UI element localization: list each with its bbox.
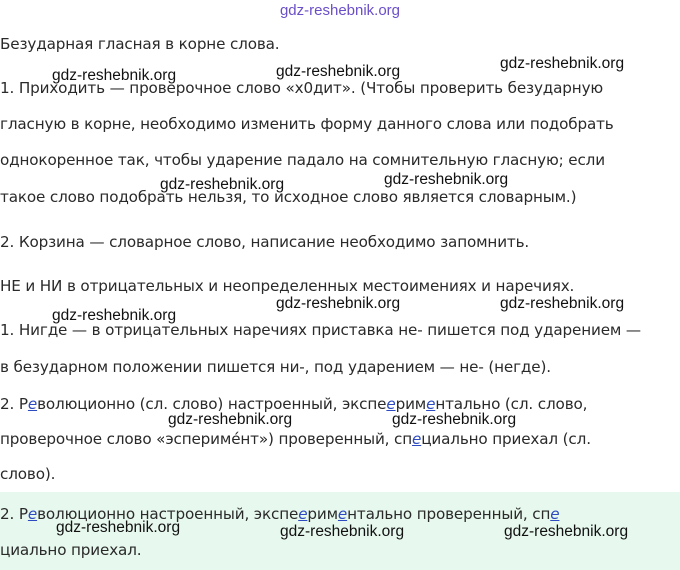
emphasized-vowel: е: [412, 430, 422, 448]
watermark: gdz-reshebnik.org: [168, 411, 293, 428]
text-fragment: нтально (сл. слово,: [435, 395, 588, 413]
watermark: gdz-reshebnik.org: [56, 519, 181, 536]
section1-item1-line3: однокоренное так, чтобы ударение падало на сомнительную гласную; если: [0, 151, 605, 169]
text-fragment: рим: [307, 505, 338, 523]
watermark: gdz-reshebnik.org: [504, 523, 629, 540]
section2-item1-line2: в безударном положении пишется ни-, под ударением — не- (негде).: [0, 358, 551, 376]
section1-item2: 2. Корзина — словарное слово, написание необходимо запомнить.: [0, 233, 530, 251]
text-fragment: 2. Р: [0, 505, 28, 523]
watermark: gdz-reshebnik.org: [500, 55, 625, 72]
text-fragment: волюционно настроенный, экспе: [37, 505, 299, 523]
site-banner-link[interactable]: gdz-reshebnik.org: [279, 2, 401, 19]
text-fragment: рим: [395, 395, 427, 413]
emphasized-vowel: е: [27, 395, 38, 413]
text-fragment: нтально проверенный, сп: [347, 505, 551, 523]
watermark: gdz-reshebnik.org: [276, 295, 401, 312]
watermark: gdz-reshebnik.org: [52, 307, 177, 324]
emphasized-vowel: е: [337, 505, 348, 523]
watermark: gdz-reshebnik.org: [392, 411, 517, 428]
emphasized-vowel: е: [27, 505, 38, 523]
answer-line2: циально приехал.: [0, 541, 142, 559]
section2-item2-line2: [0, 429, 591, 449]
section2-heading: НЕ и НИ в отрицательных и неопределенных местоимениях и наречиях.: [0, 277, 575, 295]
section1-item1-line2: гласную в корне, необходимо изменить форму данного слова или подобрать: [0, 115, 614, 133]
text-fragment: циально приехал (сл.: [421, 430, 591, 448]
watermark: gdz-reshebnik.org: [276, 63, 401, 80]
watermark: gdz-reshebnik.org: [500, 295, 625, 312]
section1-item1-line1: 1. Приходить — проверочное слово «х0дит». (Чтобы проверить безударную: [0, 79, 604, 97]
emphasized-vowel: е: [550, 505, 560, 523]
emphasized-vowel: е: [426, 395, 436, 413]
section2-item1-line1: 1. Нигде — в отрицательных наречиях приставка не- пишется под ударением —: [0, 321, 641, 339]
section1-heading: Безударная гласная в корне слова.: [0, 35, 280, 53]
watermark: gdz-reshebnik.org: [280, 523, 405, 540]
watermark: gdz-reshebnik.org: [52, 67, 177, 84]
emphasized-vowel: е: [298, 505, 308, 523]
section2-item2-line3: слово).: [0, 465, 56, 483]
text-fragment: волюционно (сл. слово) настроенный, экспе: [37, 395, 387, 413]
watermark: gdz-reshebnik.org: [384, 171, 509, 188]
text-fragment: проверочное слово «эсперимéнт») проверенный, сп: [0, 430, 413, 448]
emphasized-vowel: е: [386, 395, 396, 413]
section1-item1-line4: такое слово подобрать нельзя, то исходное слово является словарным.): [0, 188, 577, 206]
watermark: gdz-reshebnik.org: [160, 176, 285, 193]
text-fragment: 2. Р: [0, 395, 28, 413]
